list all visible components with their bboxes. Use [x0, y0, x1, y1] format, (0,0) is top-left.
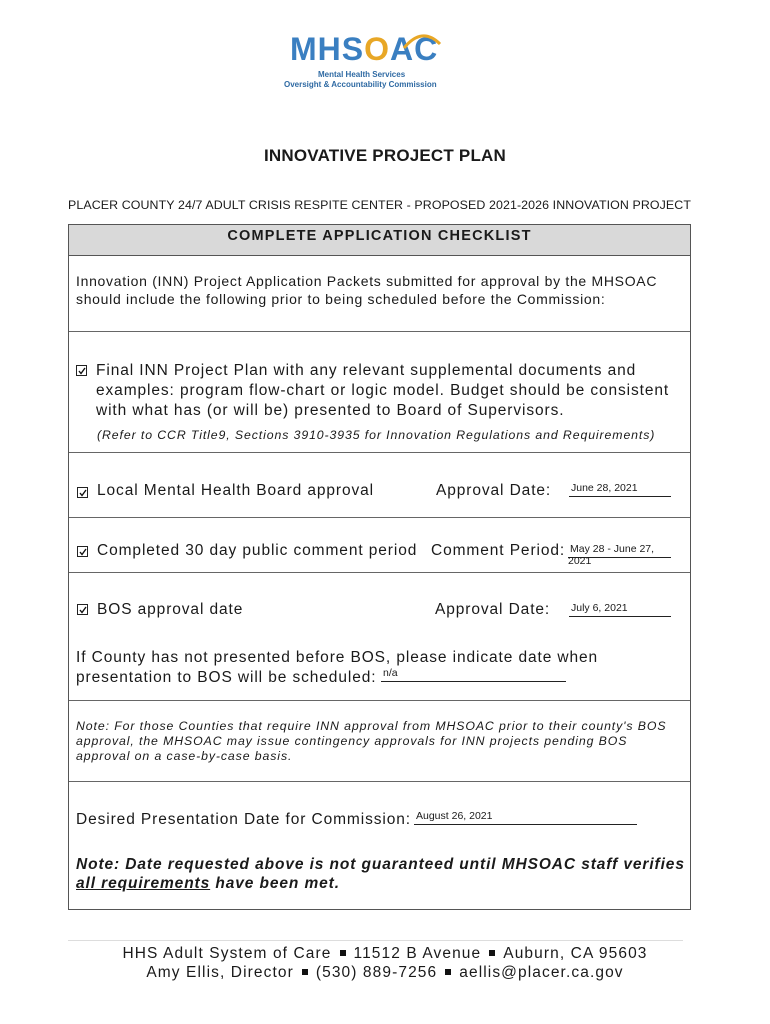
footer-director: Amy Ellis, Director	[146, 964, 294, 981]
checkmark-icon	[78, 367, 86, 375]
footer-city: Auburn, CA 95603	[503, 945, 648, 962]
final-note-line-2	[76, 874, 340, 894]
final-note-emphasis: all requirements	[76, 875, 211, 892]
intro-line-1: Innovation (INN) Project Application Packets submitted for approval by the MHSOAC	[76, 273, 658, 289]
final-note-line-1: Note: Date requested above is not guaranteed until MHSOAC staff verifies	[76, 856, 685, 873]
bullet-icon	[340, 950, 346, 956]
item2-field-label: Approval Date:	[436, 482, 552, 499]
mhsoac-logo	[284, 30, 444, 90]
divider	[69, 781, 690, 782]
application-checklist	[68, 224, 691, 910]
divider	[69, 700, 690, 701]
bos-schedule-date-field[interactable]	[381, 667, 566, 682]
footer-phone: (530) 889-7256	[315, 964, 438, 981]
footer-contact	[0, 962, 770, 984]
bos-approval-date-field[interactable]	[569, 602, 671, 617]
bullet-icon	[302, 969, 308, 975]
divider	[69, 452, 690, 453]
page-subtitle: PLACER COUNTY 24/7 ADULT CRISIS RESPITE CENTER - PROPOSED 2021-2026 INNOVATION PROJECT	[68, 198, 692, 212]
desired-date-label: Desired Presentation Date for Commission:	[76, 811, 411, 828]
page-title: INNOVATIVE PROJECT PLAN	[264, 146, 506, 165]
approval-date-value: June 28, 2021	[571, 482, 638, 494]
item1-reference-note: (Refer to CCR Title9, Sections 3910-3935 for Innovation Regulations and Requirements)	[97, 428, 656, 442]
bos-schedule-value: n/a	[383, 667, 398, 679]
item2-label: Local Mental Health Board approval	[97, 482, 375, 499]
checkbox-public-comment[interactable]	[77, 546, 88, 557]
divider	[69, 517, 690, 518]
divider	[69, 572, 690, 573]
final-note-rest: have been met.	[210, 875, 340, 892]
desired-date-field[interactable]	[414, 810, 637, 825]
checklist-heading: COMPLETE APPLICATION CHECKLIST	[69, 225, 690, 256]
item1-line-3: with what has (or will be) presented to Board of Supervisors.	[96, 402, 565, 419]
footer-email[interactable]: aellis@placer.ca.gov	[459, 964, 624, 981]
item1-line-2: examples: program flow-chart or logic model. Budget should be consistent	[96, 382, 670, 399]
intro-line-2: should include the following prior to being scheduled before the Commission:	[76, 291, 606, 307]
comment-period-value: May 28 - June 27, 2021	[568, 543, 655, 567]
comment-period-field[interactable]	[568, 543, 671, 567]
footer-street: 11512 B Avenue	[353, 945, 482, 962]
approval-date-field[interactable]	[569, 482, 671, 497]
item3-label: Completed 30 day public comment period	[97, 542, 418, 559]
checkbox-bos-approval[interactable]	[77, 604, 88, 615]
contingency-note-line-1: Note: For those Counties that require INN approval from MHSOAC prior to their county's BOS	[76, 719, 667, 733]
item4-field-label: Approval Date:	[435, 601, 551, 618]
contingency-note-line-2: approval, the MHSOAC may issue contingency approvals for INN projects pending BOS	[76, 734, 628, 748]
logo-subtitle-1: Mental Health Services	[318, 70, 406, 79]
checkmark-icon	[79, 548, 87, 556]
footer-divider	[68, 940, 683, 941]
bos-approval-date-value: July 6, 2021	[571, 602, 628, 614]
checkmark-icon	[79, 489, 87, 497]
bullet-icon	[489, 950, 495, 956]
checkmark-icon	[79, 606, 87, 614]
item1-line-1: Final INN Project Plan with any relevant supplemental documents and	[96, 362, 637, 379]
footer-org: HHS Adult System of Care	[122, 945, 332, 962]
divider	[69, 331, 690, 332]
checkbox-mental-health-board[interactable]	[77, 487, 88, 498]
logo-arc-icon	[402, 30, 442, 50]
contingency-note-line-3: approval on a case-by-case basis.	[76, 749, 293, 763]
desired-date-value: August 26, 2021	[416, 810, 493, 822]
checkbox-inn-plan[interactable]	[76, 365, 87, 376]
bullet-icon	[445, 969, 451, 975]
item3-field-label: Comment Period:	[431, 542, 566, 559]
bos-schedule-line-2: presentation to BOS will be scheduled:	[76, 669, 377, 686]
logo-wordmark: MHSOAC	[290, 31, 439, 67]
item4-label: BOS approval date	[97, 601, 244, 618]
bos-schedule-line-1: If County has not presented before BOS, please indicate date when	[76, 649, 599, 666]
logo-subtitle-2: Oversight & Accountability Commission	[284, 80, 437, 89]
